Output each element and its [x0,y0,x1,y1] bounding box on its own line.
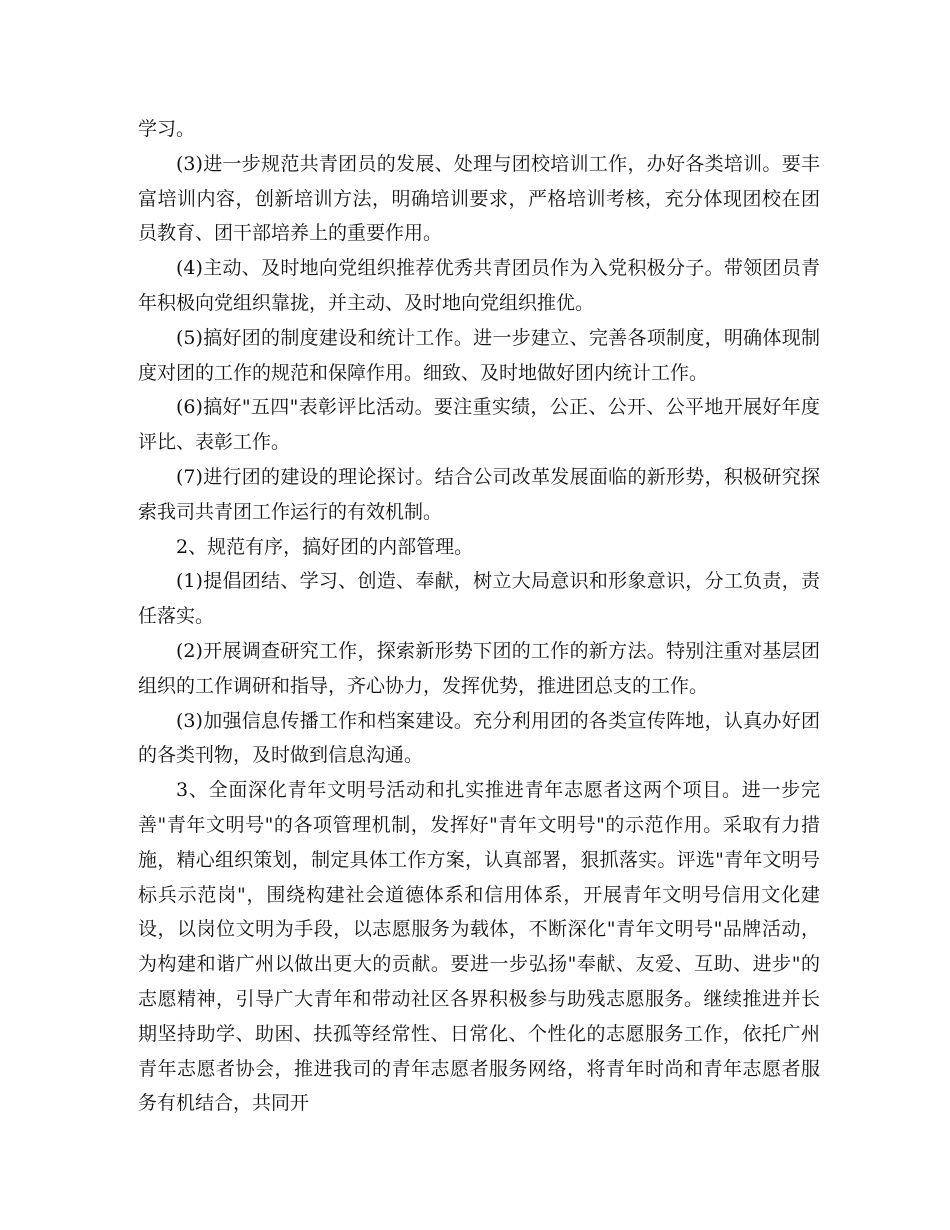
document-body [138,112,820,1121]
paragraph-item-5-system-building: (5)搞好团的制度建设和统计工作。进一步建立、完善各项制度，明确体现制度对团的工作的规范和保障作用。细致、及时地做好团内统计工作。 [138,326,820,384]
paragraph-item-1-unity: (1)提倡团结、学习、创造、奉献，树立大局意识和形象意识，分工负责，责任落实。 [138,570,820,628]
paragraph-item-3-training: (3)进一步规范共青团员的发展、处理与团校培训工作，办好各类培训。要丰富培训内容，创新培训方法，明确培训要求，严格培训考核，充分体现团校在团员教育、团干部培养上的重要作用。 [138,152,820,245]
paragraph-item-4-party-recommendation: (4)主动、及时地向党组织推荐优秀共青团员作为入党积极分子。带领团员青年积极向党组织靠拢，并主动、及时地向党组织推优。 [138,257,820,314]
paragraph-item-6-may-fourth-awards: (6)搞好"五四"表彰评比活动。要注重实绩，公正、公开、公平地开展好年度评比、表彰工作。 [138,396,820,454]
section-heading-2-internal-management: 2、规范有序，搞好团的内部管理。 [176,535,474,558]
paragraph-item-2-research: (2)开展调查研究工作，探索新形势下团的工作的新方法。特别注重对基层团组织的工作调研和指导，齐心协力，发挥优势，推进团总支的工作。 [138,639,820,697]
section-3-youth-civilization-volunteers: 3、全面深化青年文明号活动和扎实推进青年志愿者这两个项目。进一步完善"青年文明号"的各项管理机制，发挥好"青年文明号"的示范作用。采取有力措施，精心组织策划，制定具体工作方案，认真部署，狠抓落实。评选"青年文明号标兵示范岗"，围绕构建社会道德体系和信用体系，开展青年文明号信用文化建设，以岗位文明为手段，以志愿服务为载体，不断深化"青年文明号"品牌活动，为构建和谐广州以做出更大的贡献。要进一步弘扬"奉献、友爱、互助、进步"的志愿精神，引导广大青年和带动社区各界积极参与助残志愿服务。继续推进并长期坚持助学、助困、扶孤等经常性、日常化、个性化的志愿服务工作，依托广州青年志愿者协会，推进我司的青年志愿者服务网络，将青年时尚和青年志愿者服务有机结合，共同开 [138,779,820,1115]
paragraph-item-7-theory-discussion: (7)进行团的建设的理论探讨。结合公司改革发展面临的新形势，积极研究探索我司共青团工作运行的有效机制。 [138,465,820,523]
paragraph-continuation: 学习。 [138,118,196,140]
paragraph-item-3-information: (3)加强信息传播工作和档案建设。充分利用团的各类宣传阵地，认真办好团的各类刊物，及时做到信息沟通。 [138,709,820,767]
